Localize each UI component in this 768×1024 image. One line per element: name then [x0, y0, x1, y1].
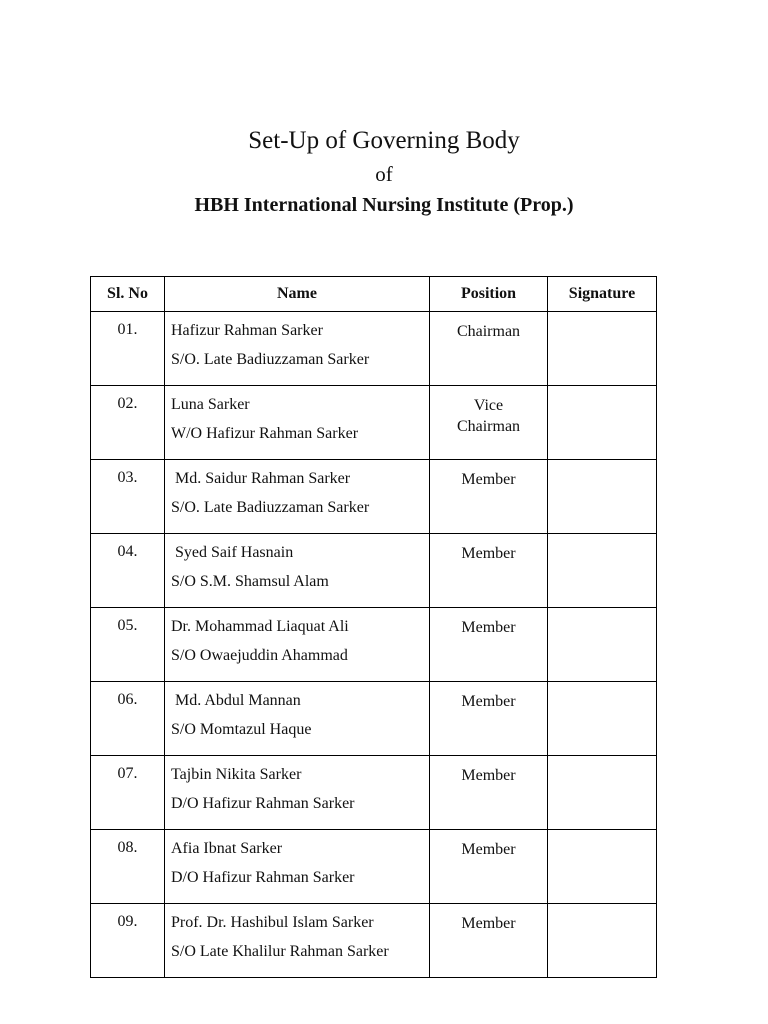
header-position: Position — [430, 277, 548, 312]
table-row — [91, 460, 657, 534]
position-label: Member — [461, 619, 516, 636]
member-name: Syed Saif Hasnain — [171, 544, 294, 561]
member-name: Luna Sarker — [171, 396, 250, 413]
table-row — [91, 756, 657, 830]
position-cell — [430, 460, 548, 534]
member-parent: S/O Late Khalilur Rahman Sarker — [171, 943, 389, 960]
document-title: Set-Up of Governing Body — [248, 127, 520, 154]
position-cell — [430, 312, 548, 386]
serial-number: 01. — [91, 312, 165, 386]
member-name-cell — [165, 608, 430, 682]
position-cell — [430, 756, 548, 830]
member-name: Tajbin Nikita Sarker — [171, 766, 302, 783]
member-name-cell — [165, 756, 430, 830]
position-label-line2: Chairman — [456, 418, 521, 435]
position-label: Member — [461, 693, 516, 710]
signature-cell — [548, 682, 657, 756]
member-name: Hafizur Rahman Sarker — [171, 322, 323, 339]
signature-cell — [548, 312, 657, 386]
table-body — [91, 312, 657, 978]
position-label: Member — [461, 915, 516, 932]
member-parent: S/O S.M. Shamsul Alam — [171, 573, 329, 590]
signature-cell — [548, 830, 657, 904]
header-sl-no: Sl. No — [91, 277, 165, 312]
table-header-row — [91, 277, 657, 312]
serial-number: 02. — [91, 386, 165, 460]
header-name: Name — [165, 277, 430, 312]
member-name-cell — [165, 386, 430, 460]
position-label: Member — [461, 545, 516, 562]
table-row — [91, 830, 657, 904]
signature-cell — [548, 534, 657, 608]
serial-number: 05. — [91, 608, 165, 682]
member-parent: W/O Hafizur Rahman Sarker — [171, 425, 359, 442]
document-of-line: of — [375, 162, 393, 186]
position-label: Member — [461, 767, 516, 784]
member-name-cell — [165, 830, 430, 904]
institute-name: HBH International Nursing Institute (Prop.) — [194, 194, 574, 216]
member-name: Dr. Mohammad Liaquat Ali — [171, 618, 349, 635]
signature-cell — [548, 904, 657, 978]
position-label: Vice — [473, 397, 504, 414]
member-name-cell — [165, 904, 430, 978]
member-name: Md. Saidur Rahman Sarker — [171, 470, 351, 487]
signature-cell — [548, 608, 657, 682]
member-name: Md. Abdul Mannan — [171, 692, 301, 709]
serial-number: 03. — [91, 460, 165, 534]
position-label: Member — [461, 471, 516, 488]
position-cell — [430, 608, 548, 682]
position-cell — [430, 904, 548, 978]
member-parent: S/O. Late Badiuzzaman Sarker — [171, 351, 370, 368]
member-parent: D/O Hafizur Rahman Sarker — [171, 869, 355, 886]
table-row — [91, 682, 657, 756]
member-name-cell — [165, 460, 430, 534]
table-row — [91, 608, 657, 682]
position-cell — [430, 682, 548, 756]
serial-number: 07. — [91, 756, 165, 830]
header-signature: Signature — [548, 277, 657, 312]
member-parent: S/O Momtazul Haque — [171, 721, 312, 738]
member-name-cell — [165, 682, 430, 756]
governing-body-table — [90, 276, 657, 978]
position-label: Member — [461, 841, 516, 858]
member-parent: S/O Owaejuddin Ahammad — [171, 647, 348, 664]
table-row — [91, 534, 657, 608]
position-cell — [430, 534, 548, 608]
member-name: Afia Ibnat Sarker — [171, 840, 283, 857]
member-name: Prof. Dr. Hashibul Islam Sarker — [171, 914, 374, 931]
member-name-cell — [165, 312, 430, 386]
serial-number: 06. — [91, 682, 165, 756]
member-name-cell — [165, 534, 430, 608]
position-label: Chairman — [456, 323, 521, 340]
table-row — [91, 904, 657, 978]
member-parent: D/O Hafizur Rahman Sarker — [171, 795, 355, 812]
serial-number: 09. — [91, 904, 165, 978]
position-cell — [430, 830, 548, 904]
table-row — [91, 312, 657, 386]
serial-number: 08. — [91, 830, 165, 904]
serial-number: 04. — [91, 534, 165, 608]
signature-cell — [548, 460, 657, 534]
table-row — [91, 386, 657, 460]
member-parent: S/O. Late Badiuzzaman Sarker — [171, 499, 370, 516]
signature-cell — [548, 756, 657, 830]
position-cell — [430, 386, 548, 460]
signature-cell — [548, 386, 657, 460]
